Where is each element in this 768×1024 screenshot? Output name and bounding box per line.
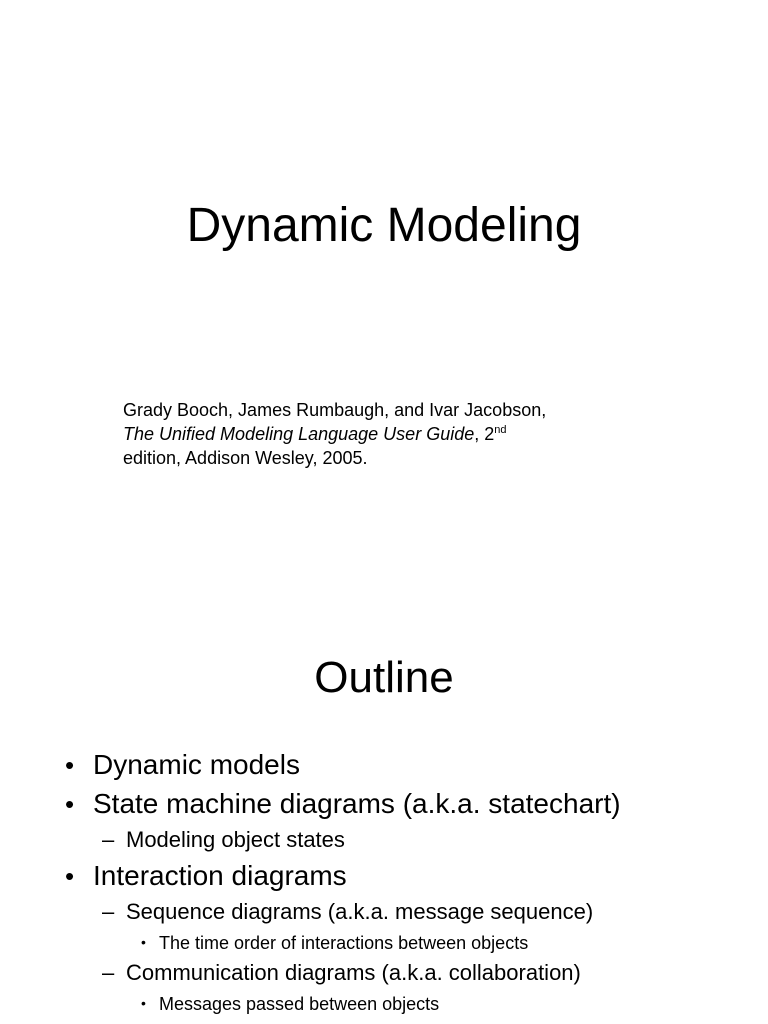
bullet-icon: • xyxy=(65,750,75,780)
outline-item xyxy=(65,748,300,782)
reference-book-title: The Unified Modeling Language User Guide xyxy=(123,424,475,444)
dash-icon: – xyxy=(102,827,115,852)
dash-icon: – xyxy=(102,899,115,924)
outline-subitem xyxy=(102,959,581,987)
outline-subsubitem xyxy=(141,932,529,954)
outline-item-text: Modeling object states xyxy=(126,827,345,852)
outline-subsubitem xyxy=(141,993,440,1015)
outline-item-text: Communication diagrams (a.k.a. collaboration) xyxy=(126,960,581,985)
outline-item xyxy=(65,859,347,893)
outline-item-text: Dynamic models xyxy=(93,749,300,780)
reference-edition-suffix: nd xyxy=(494,424,507,436)
bullet-icon: • xyxy=(65,861,75,891)
outline-item-text: Messages passed between objects xyxy=(159,994,440,1014)
outline-subitem xyxy=(102,826,345,854)
reference-edition-number: , 2 xyxy=(474,424,495,444)
outline-item xyxy=(65,787,621,821)
outline-title: Outline xyxy=(314,653,454,702)
outline-item-text: Sequence diagrams (a.k.a. message sequence) xyxy=(126,899,594,924)
reference-authors: Grady Booch, James Rumbaugh, and Ivar Jacobson, xyxy=(123,400,547,420)
slide-title: Dynamic Modeling xyxy=(186,199,582,252)
bullet-icon: • xyxy=(141,934,146,950)
outline-item-text: Interaction diagrams xyxy=(93,860,347,891)
reference-publisher: edition, Addison Wesley, 2005. xyxy=(123,448,368,468)
bullet-icon: • xyxy=(65,789,75,819)
outline-item-text: The time order of interactions between objects xyxy=(159,933,529,953)
outline-item-text: State machine diagrams (a.k.a. statechart) xyxy=(93,788,621,819)
bullet-icon: • xyxy=(141,995,146,1011)
outline-subitem xyxy=(102,898,594,926)
dash-icon: – xyxy=(102,960,115,985)
